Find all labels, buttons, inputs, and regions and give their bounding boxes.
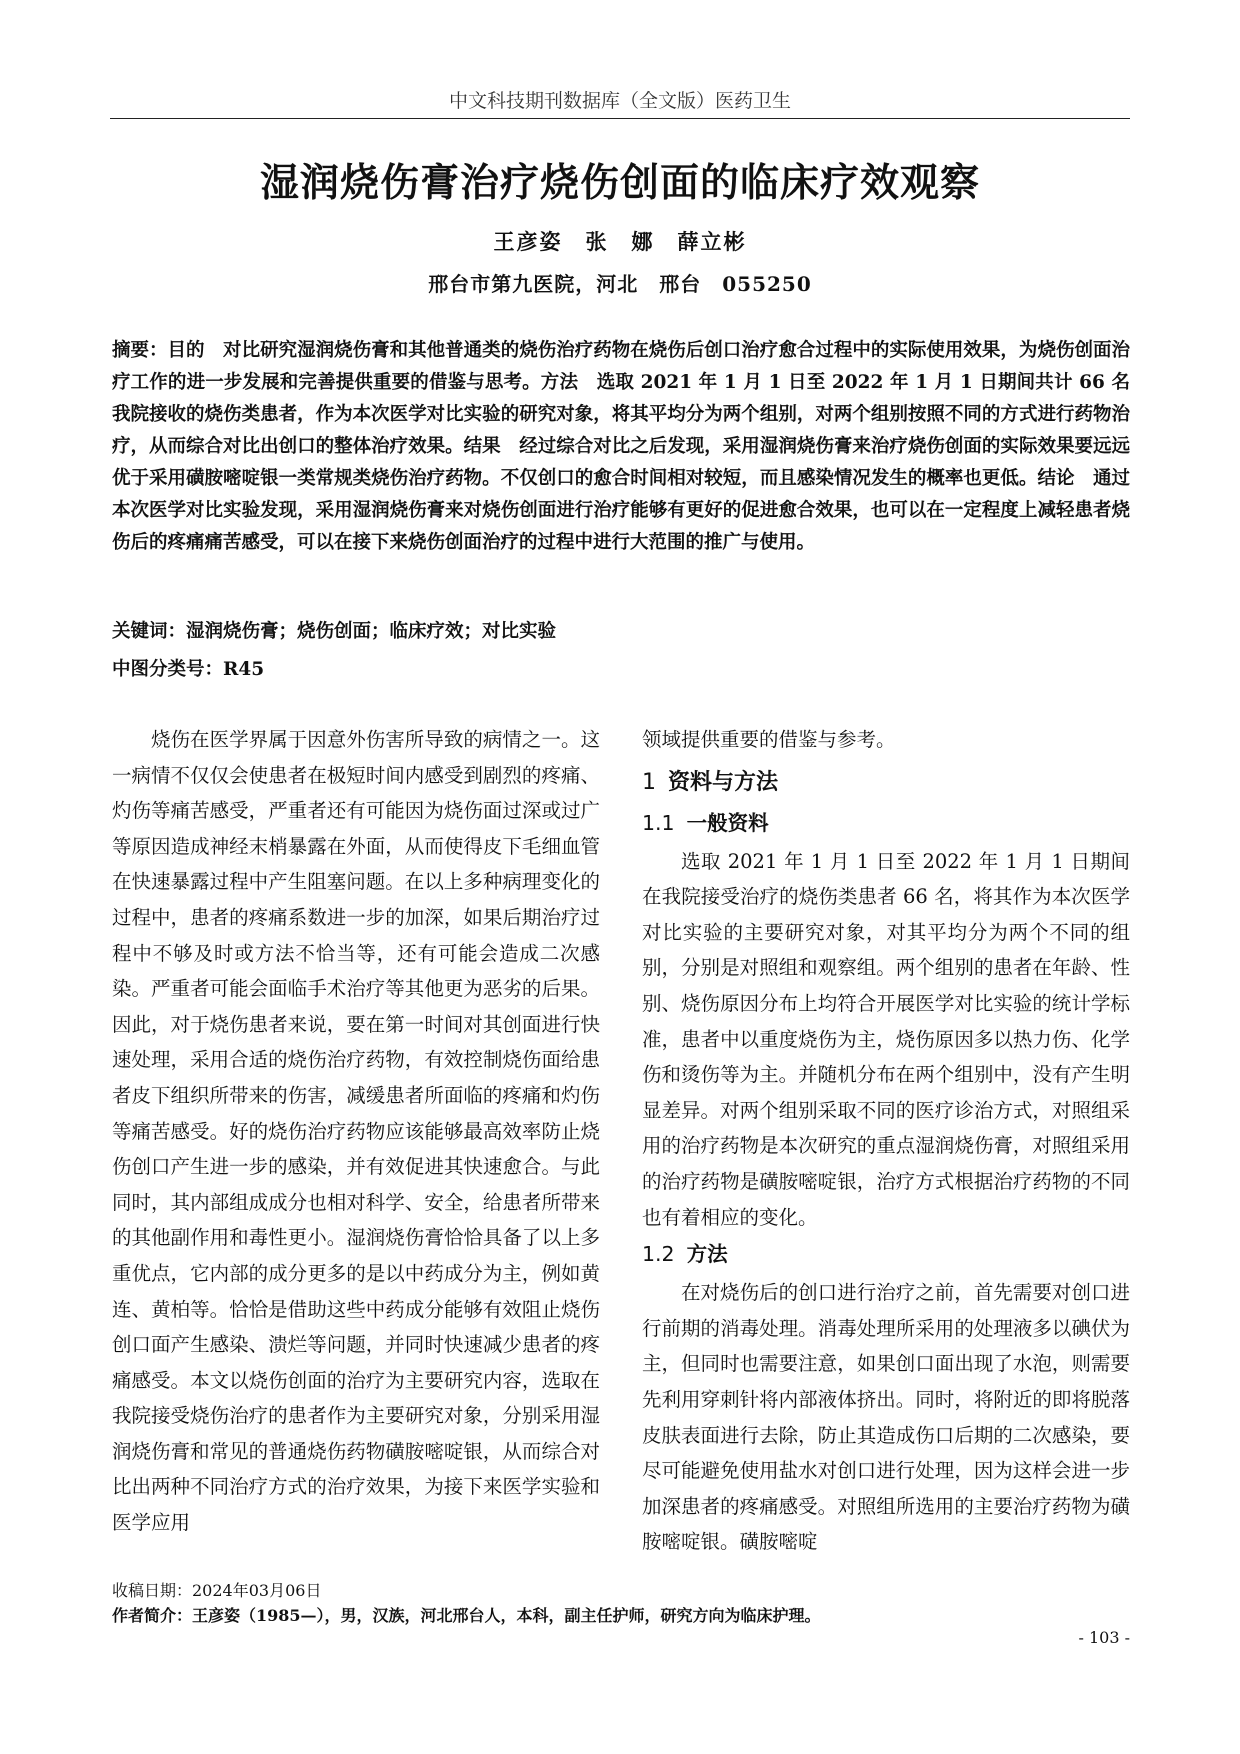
section-heading-1-2 [642, 1237, 1130, 1271]
classification-label: 中图分类号： [112, 659, 224, 680]
section-number: 1.1 [642, 810, 675, 835]
footnotes [112, 1578, 1130, 1628]
page-number: - 103 - [1078, 1628, 1130, 1647]
section-title: 一般资料 [686, 810, 769, 835]
header-rule [110, 118, 1130, 119]
abstract-label: 摘要： [112, 340, 168, 361]
abstract [112, 335, 1130, 559]
affiliation: 邢台市第九医院，河北 邢台 055250 [428, 272, 812, 296]
body-column-left [112, 722, 600, 1541]
abstract-text: 目的 对比研究湿润烧伤膏和其他普通类的烧伤治疗药物在烧伤后创口治疗愈合过程中的实际使用效果，为烧伤创面治疗工作的进一步发展和完善提供重要的借鉴与思考。方法 选取 2021 年 1 月 1 日至 2022 年 1 月 1 日期间共计 66 名我院接收的烧伤类患者，作为本次医学对比实验的研究对象，将其平均分为两个组别，对两个组别按照不同的方式进行药物治疗，从而综合对比出创口的整体治疗效果。结果 经过综合对比之后发现，采用湿润烧伤膏来治疗烧伤创面的实际效果要远远优于采用磺胺嘧啶银一类常规类烧伤治疗药物。不仅创口的愈合时间相对较短，而且感染情况发生的概率也更低。结论 通过本次医学对比实验发现，采用湿润烧伤膏来对烧伤创面进行治疗能够有更好的促进愈合效果，也可以在一定程度上减轻患者烧伤后的疼痛痛苦感受，可以在接下来烧伤创面治疗的过程中进行大范围的推广与使用。 [112, 340, 1130, 553]
paragraph-methods: 在对烧伤后的创口进行治疗之前，首先需要对创口进行前期的消毒处理。消毒处理所采用的处理液多以碘伏为主，但同时也需要注意，如果创口面出现了水泡，则需要先利用穿刺针将内部液体挤出。同时，将附近的即将脱落皮肤表面进行去除，防止其造成伤口后期的二次感染，要尽可能避免使用盐水对创口进行处理，因为这样会进一步加深患者的疼痛感受。对照组所选用的主要治疗药物为磺胺嘧啶银。磺胺嘧啶 [642, 1281, 1130, 1554]
keywords-text: 湿润烧伤膏；烧伤创面；临床疗效；对比实验 [186, 621, 557, 642]
section-heading-1 [642, 766, 1130, 800]
keywords-label: 关键词： [112, 621, 187, 642]
classification-number [112, 655, 264, 681]
author-list: 王彦姿 张 娜 薛立彬 [493, 229, 747, 254]
section-heading-1-1 [642, 806, 1130, 840]
section-number: 1 [642, 769, 656, 795]
section-title: 资料与方法 [668, 769, 779, 795]
body-column-right [642, 722, 1130, 1560]
section-number: 1.2 [642, 1242, 675, 1267]
section-title: 方法 [686, 1242, 728, 1267]
paragraph-general-data: 选取 2021 年 1 月 1 日至 2022 年 1 月 1 日期间在我院接受治疗的烧伤类患者 66 名，将其作为本次医学对比实验的主要研究对象，对其平均分为两个不同的组别，分别是对照组和观察组。两个组别的患者在年龄、性别、烧伤原因分布上均符合开展医学对比实验的统计学标准，患者中以重度烧伤为主，烧伤原因多以热力伤、化学伤和烫伤等为主。并随机分布在两个组别中，没有产生明显差异。对两个组别采取不同的医疗诊治方式，对照组采用的治疗药物是本次研究的重点湿润烧伤膏，对照组采用的治疗药物是磺胺嘧啶银，治疗方式根据治疗药物的不同也有着相应的变化。 [642, 849, 1130, 1229]
intro-paragraph: 烧伤在医学界属于因意外伤害所导致的病情之一。这一病情不仅仅会使患者在极短时间内感受到剧烈的疼痛、灼伤等痛苦感受，严重者还有可能因为烧伤面过深或过广等原因造成神经末梢暴露在外面，从而使得皮下毛细血管在快速暴露过程中产生阻塞问题。在以上多种病理变化的过程中，患者的疼痛系数进一步的加深，如果后期治疗过程中不够及时或方法不恰当等，还有可能会造成二次感染。严重者可能会面临手术治疗等其他更为恶劣的后果。因此，对于烧伤患者来说，要在第一时间对其创面进行快速处理，采用合适的烧伤治疗药物，有效控制烧伤面给患者皮下组织所带来的伤害，减缓患者所面临的疼痛和灼伤等痛苦感受。好的烧伤治疗药物应该能够最高效率防止烧伤创口产生进一步的感染，并有效促进其快速愈合。与此同时，其内部组成成分也相对科学、安全，给患者所带来的其他副作用和毒性更小。湿润烧伤膏恰恰具备了以上多重优点，它内部的成分更多的是以中药成分为主，例如黄连、黄柏等。恰恰是借助这些中药成分能够有效阻止烧伤创口面产生感染、溃烂等问题，并同时快速减少患者的疼痛感受。本文以烧伤创面的治疗为主要研究内容，选取在我院接受烧伤治疗的患者作为主要研究对象，分别采用湿润烧伤膏和常见的普通烧伤药物磺胺嘧啶银，从而综合对比出两种不同治疗方式的治疗效果，为接下来医学实验和医学应用 [112, 728, 600, 1535]
intro-continuation: 领域提供重要的借鉴与参考。 [642, 728, 896, 751]
article-title: 湿润烧伤膏治疗烧伤创面的临床疗效观察 [259, 161, 980, 206]
running-header: 中文科技期刊数据库（全文版）医药卫生 [448, 90, 791, 112]
author-bio: 作者简介：王彦姿（1985—），男，汉族，河北邢台人，本科，副主任护师，研究方向为临床护理。 [112, 1606, 821, 1625]
received-date: 收稿日期：2024年03月06日 [112, 1581, 322, 1600]
classification-text: R45 [223, 659, 265, 680]
keywords [112, 617, 556, 643]
